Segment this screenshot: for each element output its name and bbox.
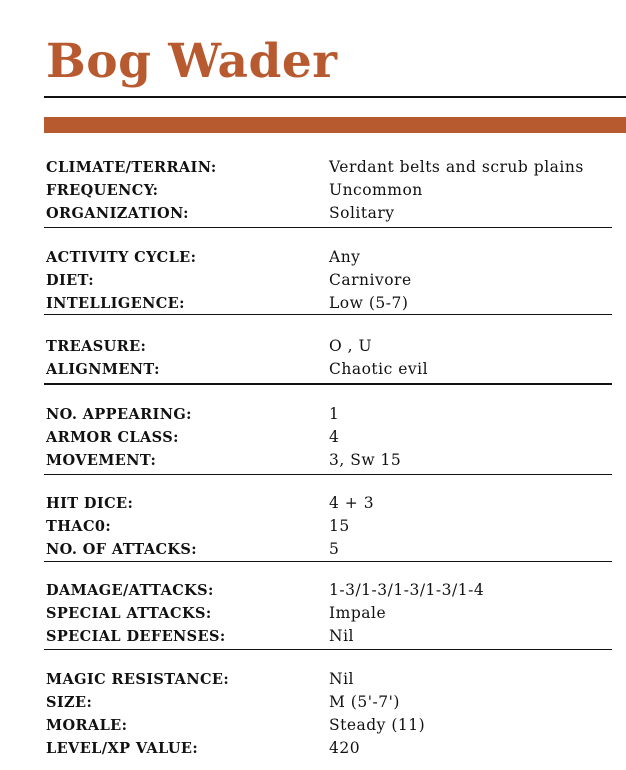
stat-value: 4 + 3 <box>329 494 375 512</box>
stat-row <box>46 156 612 179</box>
stat-label: ACTIVITY CYCLE: <box>46 249 197 266</box>
stat-row <box>46 202 612 225</box>
stat-label: ARMOR CLASS: <box>46 429 179 446</box>
stat-label: ALIGNMENT: <box>46 361 160 378</box>
stat-label: DIET: <box>46 272 95 289</box>
stat-value: Nil <box>329 670 354 688</box>
stat-row <box>46 335 612 358</box>
section-divider <box>44 314 612 315</box>
stat-row <box>46 492 612 515</box>
stat-group <box>46 246 612 315</box>
stat-row <box>46 691 612 714</box>
stat-value: Carnivore <box>329 271 412 289</box>
stat-value: 15 <box>329 517 350 535</box>
stat-row <box>46 179 612 202</box>
accent-bar <box>44 117 626 133</box>
stat-label: INTELLIGENCE: <box>46 295 185 312</box>
stat-row <box>46 246 612 269</box>
stat-label: FREQUENCY: <box>46 182 159 199</box>
stat-value: Impale <box>329 604 387 622</box>
stat-row <box>46 358 612 381</box>
stat-label: CLIMATE/TERRAIN: <box>46 159 217 176</box>
stat-value: M (5'-7') <box>329 693 400 711</box>
stat-row <box>46 515 612 538</box>
stat-value: Uncommon <box>329 181 423 199</box>
stat-value: 3, Sw 15 <box>329 451 402 469</box>
stat-group <box>46 492 612 561</box>
stat-row <box>46 579 612 602</box>
section-divider <box>44 561 612 562</box>
stat-value: O , U <box>329 337 373 355</box>
stat-value: 5 <box>329 540 340 558</box>
stat-label: MORALE: <box>46 717 128 734</box>
stat-label: NO. APPEARING: <box>46 406 192 423</box>
stat-value: 4 <box>329 428 340 446</box>
stat-row <box>46 403 612 426</box>
stat-value: Nil <box>329 627 354 645</box>
stat-value: Verdant belts and scrub plains <box>329 158 584 176</box>
stat-label: SPECIAL ATTACKS: <box>46 605 212 622</box>
stat-label: TREASURE: <box>46 338 147 355</box>
stat-value: Chaotic evil <box>329 360 429 378</box>
stat-label: ORGANIZATION: <box>46 205 189 222</box>
stat-label: SIZE: <box>46 694 93 711</box>
stat-row <box>46 668 612 691</box>
stat-value: Solitary <box>329 204 395 222</box>
stat-label: DAMAGE/ATTACKS: <box>46 582 214 599</box>
stat-group <box>46 579 612 648</box>
stat-label: MOVEMENT: <box>46 452 157 469</box>
section-divider <box>44 383 612 385</box>
section-divider <box>44 474 612 475</box>
stat-value: 420 <box>329 739 361 757</box>
stat-row <box>46 602 612 625</box>
stat-row <box>46 292 612 315</box>
stat-group <box>46 156 612 225</box>
stat-row <box>46 625 612 648</box>
stat-value: 1-3/1-3/1-3/1-3/1-4 <box>329 581 485 599</box>
stat-row <box>46 714 612 737</box>
stat-value: Any <box>329 248 361 266</box>
section-divider <box>44 227 612 228</box>
section-divider <box>44 649 612 650</box>
stat-row <box>46 538 612 561</box>
stat-value: Steady (11) <box>329 716 426 734</box>
stat-label: MAGIC RESISTANCE: <box>46 671 230 688</box>
stat-label: NO. OF ATTACKS: <box>46 541 198 558</box>
stat-label: SPECIAL DEFENSES: <box>46 628 226 645</box>
stat-label: THAC0: <box>46 518 112 535</box>
stat-row <box>46 426 612 449</box>
stat-group <box>46 335 612 381</box>
page-title: Bog Wader <box>46 34 338 89</box>
stat-value: Low (5-7) <box>329 294 409 312</box>
stat-group <box>46 668 612 760</box>
stat-label: HIT DICE: <box>46 495 134 512</box>
stat-label: LEVEL/XP VALUE: <box>46 740 199 757</box>
stat-row <box>46 449 612 472</box>
stat-row <box>46 737 612 760</box>
title-rule <box>44 96 626 98</box>
stat-row <box>46 269 612 292</box>
stat-group <box>46 403 612 472</box>
stat-value: 1 <box>329 405 340 423</box>
